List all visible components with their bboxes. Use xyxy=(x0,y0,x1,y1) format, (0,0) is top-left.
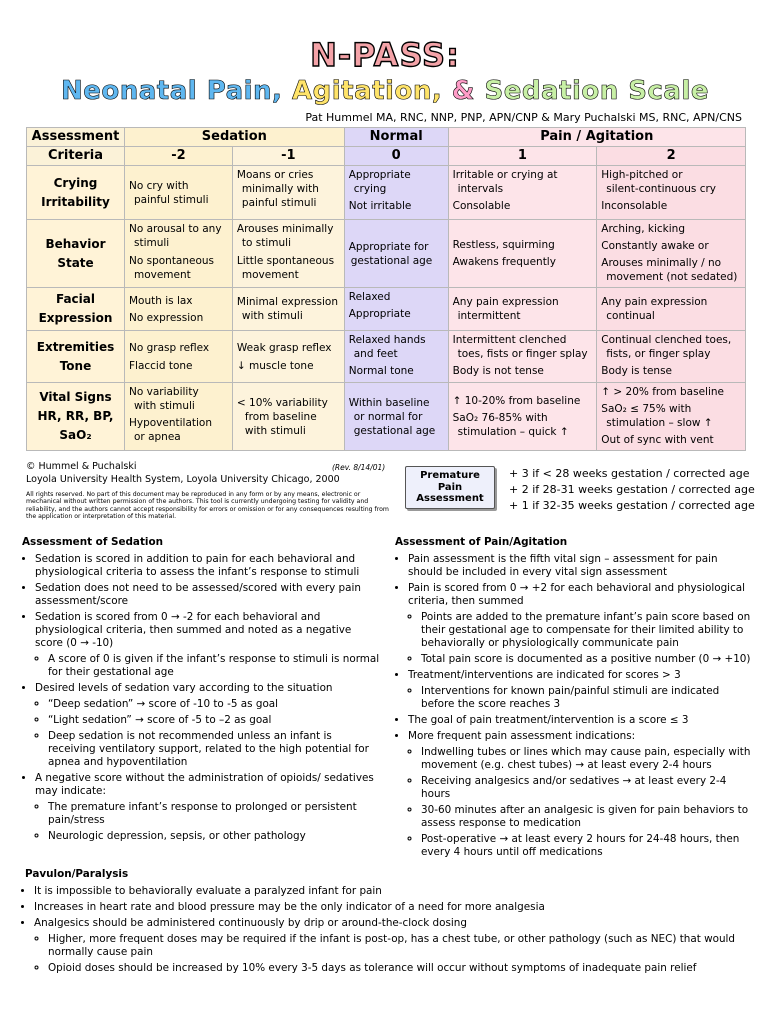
extremities-minus2: No grasp reflex Flaccid tone xyxy=(124,331,232,383)
row-label-crying: Crying Irritability xyxy=(27,166,125,220)
score-1: 1 xyxy=(448,147,597,166)
facial-minus2: Mouth is lax No expression xyxy=(124,288,232,331)
list-item: ◦ Total pain score is documented as a positive number (0 → +10) xyxy=(421,653,755,666)
authors-line: Pat Hummel MA, RNC, NNP, PNP, APN/CNP & Mary Puchalski MS, RNC, APN/CNS xyxy=(305,111,742,124)
crying-0: Appropriate crying Not irritable xyxy=(344,166,448,220)
copyright: © Hummel & Puchalski xyxy=(26,461,137,472)
row-label-vital-signs: Vital Signs HR, RR, BP, SaO₂ xyxy=(27,383,125,451)
list-item: ◦ A score of 0 is given if the infant’s response to stimuli is normal for their gestational age xyxy=(48,653,382,679)
extremities-minus1: Weak grasp reflex ↓ muscle tone xyxy=(232,331,344,383)
list-item: ◦ Neurologic depression, sepsis, or other pathology xyxy=(48,830,382,843)
score-minus-1: -1 xyxy=(232,147,344,166)
list-item: • It is impossible to behaviorally evaluate a paralyzed infant for pain xyxy=(34,885,750,898)
crying-2: High-pitched or silent-continuous cry Inconsolable xyxy=(597,166,746,220)
facial-1: Any pain expression intermittent xyxy=(448,288,597,331)
list-item: ◦ The premature infant’s response to prolonged or persistent pain/stress xyxy=(48,801,382,827)
vital-minus1: < 10% variability from baseline with stimuli xyxy=(232,383,344,451)
premature-item: + 2 if 28-31 weeks gestation / corrected age xyxy=(509,483,755,496)
row-label-behavior: Behavior State xyxy=(27,220,125,288)
behavior-0: Appropriate for gestational age xyxy=(344,220,448,288)
header-sedation: Sedation xyxy=(124,128,344,147)
pavulon-section xyxy=(20,868,750,978)
subtitle-part-1: Neonatal Pain, xyxy=(60,76,292,106)
list-item: ◦ Higher, more frequent doses may be required if the infant is post-op, has a chest tube, or other pathology (such as NEC) that would normally cause pain xyxy=(48,933,750,959)
score-2: 2 xyxy=(597,147,746,166)
header-normal: Normal xyxy=(344,128,448,147)
list-item: • The goal of pain treatment/intervention is a score ≤ 3 xyxy=(408,714,755,727)
list-item: • Analgesics should be administered continuously by drip or around-the-clock dosing ◦ Higher, more frequent doses may be required if the infant is post-op, has a chest tube, or other pathology (such as NEC) that would normally cause pain ◦ Opioid doses should be increased by 10% every 3-5 days as tolerance will occur without symptoms of inadequate pain relief xyxy=(34,917,750,975)
facial-2: Any pain expression continual xyxy=(597,288,746,331)
list-item: • Pain is scored from 0 → +2 for each behavioral and physiological criteria, then summed ◦ Points are added to the premature infant’s pain score based on their gestational age to compensate for their limited ability to behaviorally or physiologically communicate pain ◦ Total pain score is documented as a positive number (0 → +10) xyxy=(408,582,755,666)
behavior-1: Restless, squirming Awakens frequently xyxy=(448,220,597,288)
header-criteria: Criteria xyxy=(27,147,125,166)
list-item: • Desired levels of sedation vary according to the situation ◦ “Deep sedation” → score of -10 to -5 as goal ◦ “Light sedation” → score of -5 to –2 as goal ◦ Deep sedation is not recommended unless an infant is receiving ventilatory support, related to the high potential for apnea and hypoventilation xyxy=(35,682,382,769)
row-behavior xyxy=(27,220,746,288)
list-item: ◦ Opioid doses should be increased by 10% every 3-5 days as tolerance will occur without symptoms of inadequate pain relief xyxy=(48,962,750,975)
list-item: ◦ 30-60 minutes after an analgesic is given for pain behaviors to assess response to medication xyxy=(421,804,755,830)
subtitle-part-2: Agitation, xyxy=(292,76,452,106)
vital-0: Within baseline or normal for gestational age xyxy=(344,383,448,451)
premature-item: + 3 if < 28 weeks gestation / corrected age xyxy=(509,467,750,480)
extremities-2: Continual clenched toes, fists, or finger splay Body is tense xyxy=(597,331,746,383)
subtitle-part-4: Sedation Scale xyxy=(484,76,710,106)
list-item: ◦ “Deep sedation” → score of -10 to -5 as goal xyxy=(48,698,382,711)
list-item: ◦ Interventions for known pain/painful stimuli are indicated before the score reaches 3 xyxy=(421,685,755,711)
facial-minus1: Minimal expression with stimuli xyxy=(232,288,344,331)
list-item: ◦ Indwelling tubes or lines which may cause pain, especially with movement (e.g. chest tubes) → at least every 2-4 hours xyxy=(421,746,755,772)
row-vital-signs xyxy=(27,383,746,451)
row-label-facial: Facial Expression xyxy=(27,288,125,331)
behavior-2: Arching, kicking Constantly awake or Arouses minimally / no movement (not sedated) xyxy=(597,220,746,288)
list-item: • A negative score without the administration of opioids/ sedatives may indicate: ◦ The premature infant’s response to prolonged or persistent pain/stress ◦ Neurologic depression, sepsis, or other pathology xyxy=(35,772,382,843)
list-item: ◦ Receiving analgesics and/or sedatives → at least every 2-4 hours xyxy=(421,775,755,801)
section-heading: Assessment of Pain/Agitation xyxy=(395,536,568,548)
list-item: • Sedation does not need to be assessed/scored with every pain assessment/score xyxy=(35,582,382,608)
header-assessment: Assessment xyxy=(27,128,125,147)
row-facial xyxy=(27,288,746,331)
list-item: ◦ Points are added to the premature infant’s pain score based on their gestational age to compensate for their limited ability to behaviorally or physiologically communicate pain xyxy=(421,611,755,650)
score-0: 0 xyxy=(344,147,448,166)
revision-date: (Rev. 8/14/01) xyxy=(332,463,386,472)
facial-0: Relaxed Appropriate xyxy=(344,288,448,331)
section-heading: Assessment of Sedation xyxy=(22,536,164,548)
page-title: N-PASS: xyxy=(310,36,460,74)
section-heading: Pavulon/Paralysis xyxy=(25,868,129,880)
list-item: ◦ Post-operative → at least every 2 hours for 24-48 hours, then every 4 hours until off medications xyxy=(421,833,755,859)
list-item: ◦ “Light sedation” → score of -5 to –2 as goal xyxy=(48,714,382,727)
extremities-0: Relaxed hands and feet Normal tone xyxy=(344,331,448,383)
list-item: • Increases in heart rate and blood pressure may be the only indicator of a need for more analgesia xyxy=(34,901,750,914)
list-item: • Pain assessment is the fifth vital sign – assessment for pain should be included in every vital sign assessment xyxy=(408,553,755,579)
premature-points-list xyxy=(509,466,755,514)
premature-item: + 1 if 32-35 weeks gestation / corrected age xyxy=(509,499,755,512)
npass-scale-table xyxy=(26,127,746,451)
list-item: • Sedation is scored from 0 → -2 for each behavioral and physiological criteria, then summed and noted as a negative score (0 → -10) ◦ A score of 0 is given if the infant’s response to stimuli is normal for their gestational age xyxy=(35,611,382,679)
list-item: • Treatment/interventions are indicated for scores > 3 ◦ Interventions for known pain/painful stimuli are indicated before the score reaches 3 xyxy=(408,669,755,711)
vital-1: ↑ 10-20% from baseline SaO₂ 76-85% with stimulation – quick ↑ xyxy=(448,383,597,451)
page-subtitle xyxy=(0,76,770,106)
crying-1: Irritable or crying at intervals Consolable xyxy=(448,166,597,220)
crying-minus2: No cry with painful stimuli xyxy=(124,166,232,220)
vital-2: ↑ > 20% from baseline SaO₂ ≤ 75% with stimulation – slow ↑ Out of sync with vent xyxy=(597,383,746,451)
row-extremities xyxy=(27,331,746,383)
list-item: • Sedation is scored in addition to pain for each behavioral and physiological criteria to assess the infant’s response to stimuli xyxy=(35,553,382,579)
crying-minus1: Moans or cries minimally with painful stimuli xyxy=(232,166,344,220)
list-item: • More frequent pain assessment indications: ◦ Indwelling tubes or lines which may cause pain, especially with movement (e.g. chest tubes) → at least every 2-4 hours ◦ Receiving analgesics and/or sedatives → at least every 2-4 hours ◦ 30-60 minutes after an analgesic is given for pain behaviors to assess response to medication ◦ Post-operative → at least every 2 hours for 24-48 hours, then every 4 hours until off medications xyxy=(408,730,755,859)
behavior-minus2: No arousal to any stimuli No spontaneous movement xyxy=(124,220,232,288)
extremities-1: Intermittent clenched toes, fists or finger splay Body is not tense xyxy=(448,331,597,383)
sedation-section xyxy=(22,536,382,846)
pain-section xyxy=(395,536,755,862)
score-minus-2: -2 xyxy=(124,147,232,166)
list-item: ◦ Deep sedation is not recommended unless an infant is receiving ventilatory support, related to the high potential for apnea and hypoventilation xyxy=(48,730,382,769)
subtitle-part-3: & xyxy=(451,76,485,106)
institution-line: Loyola University Health System, Loyola University Chicago, 2000 xyxy=(26,474,340,485)
behavior-minus1: Arouses minimally to stimuli Little spontaneous movement xyxy=(232,220,344,288)
vital-minus2: No variability with stimuli Hypoventilation or apnea xyxy=(124,383,232,451)
row-crying xyxy=(27,166,746,220)
rights-notice: All rights reserved. No part of this document may be reproduced in any form or by any means, electronic or mechanical without written permission of the authors. This tool is currently undergoing testing for validity and reliability, and the authors cannot accept responsibility for errors or omission or for any consequences resulting from the application or interpretation of this material. xyxy=(26,491,389,521)
row-label-extremities: Extremities Tone xyxy=(27,331,125,383)
header-pain-agitation: Pain / Agitation xyxy=(448,128,745,147)
premature-pain-assessment-box: Premature Pain Assessment xyxy=(405,466,495,509)
